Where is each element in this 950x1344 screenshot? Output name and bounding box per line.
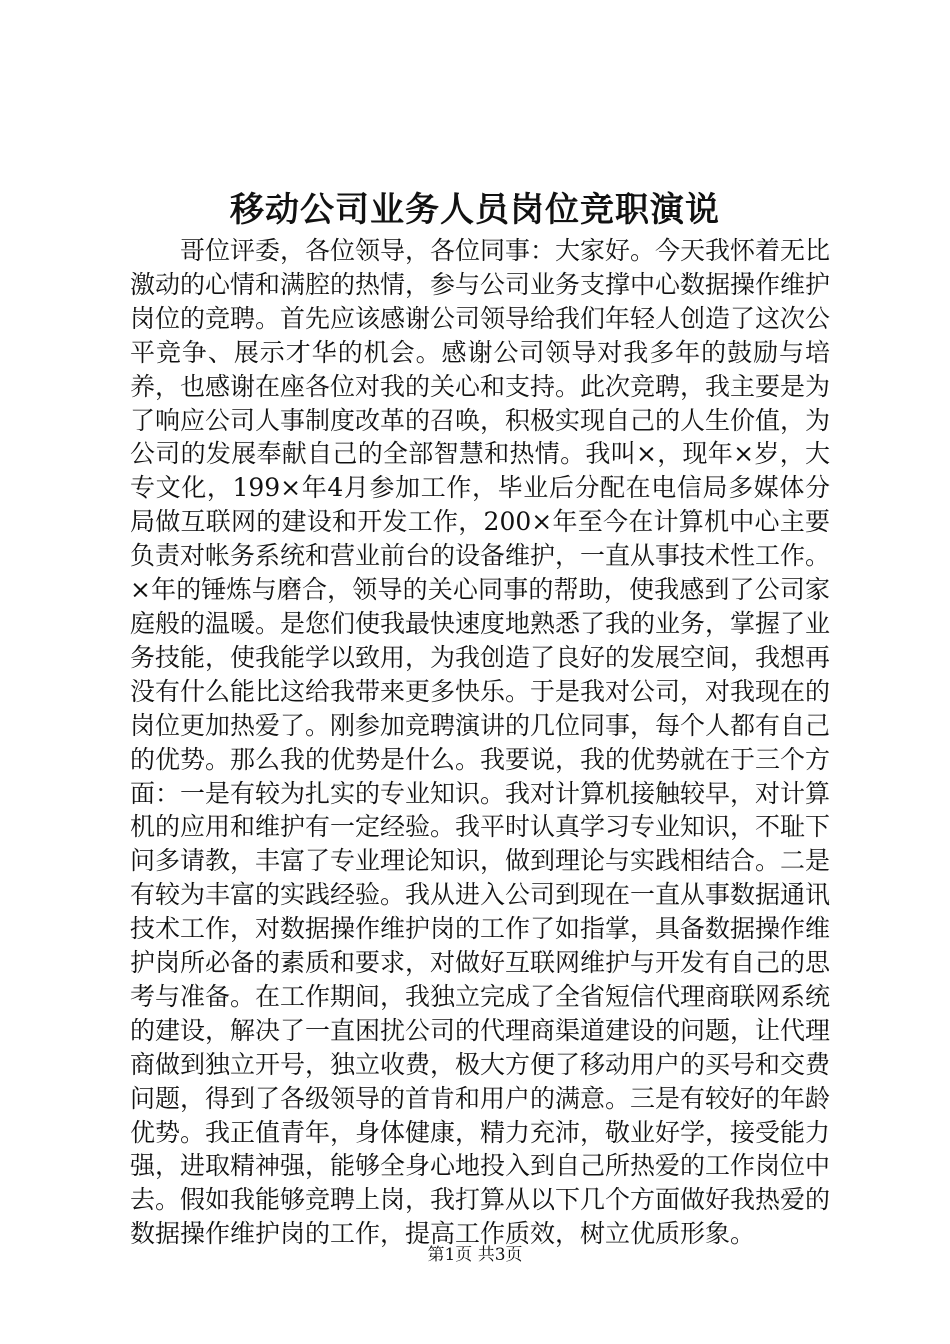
body-paragraph: 哥位评委，各位领导，各位同事：大家好。今天我怀着无比激动的心情和满腔的热情，参与公司业务支撑中心数据操作维护岗位的竞聘。首先应该感谢公司领导给我们年轻人创造了这次公平竞争、展示才华的机会。感谢公司领导对我多年的鼓励与培养，也感谢在座各位对我的关心和支持。此次竞聘，我主要是为了响应公司人事制度改革的召唤，积极实现自己的人生价值，为公司的发展奉献自己的全部智慧和热情。我叫×，现年×岁，大专文化，199×年4月参加工作，毕业后分配在电信局多媒体分局做互联网的建设和开发工作，200×年至今在计算机中心主要负责对帐务系统和营业前台的设备维护，一直从事技术性工作。×年的锤炼与磨合，领导的关心同事的帮助，使我感到了公司家庭般的温暖。是您们使我最快速度地熟悉了我的业务，掌握了业务技能，使我能学以致用，为我创造了良好的发展空间，我想再没有什么能比这给我带来更多快乐。于是我对公司，对我现在的岗位更加热爱了。刚参加竞聘演讲的几位同事，每个人都有自己的优势。那么我的优势是什么。我要说，我的优势就在于三个方面：一是有较为扎实的专业知识。我对计算机接触较早，对计算机的应用和维护有一定经验。我平时认真学习专业知识，不耻下问多请教，丰富了专业理论知识，做到理论与实践相结合。二是有较为丰富的实践经验。我从进入公司到现在一直从事数据通讯技术工作，对数据操作维护岗的工作了如指掌，具备数据操作维护岗所必备的素质和要求，对做好互联网维护与开发有自己的思考与准备。在工作期间，我独立完成了全省短信代理商联网系统的建设，解决了一直困扰公司的代理商渠道建设的问题，让代理商做到独立开号，独立收费，极大方便了移动用户的买号和交费问题，得到了各级领导的首肯和用户的满意。三是有较好的年龄优势。我正值青年，身体健康，精力充沛，敬业好学，接受能力强，进取精神强，能够全身心地投入到自己所热爱的工作岗位中去。假如我能够竞聘上岗，我打算从以下几个方面做好我热爱的数据操作维护岗的工作，提高工作质效，树立优质形象。 bbox=[130, 236, 831, 1249]
document-title: 移动公司业务人员岗位竞职演说 bbox=[230, 190, 720, 230]
page-footer: 第1页 共3页 bbox=[427, 1245, 523, 1265]
